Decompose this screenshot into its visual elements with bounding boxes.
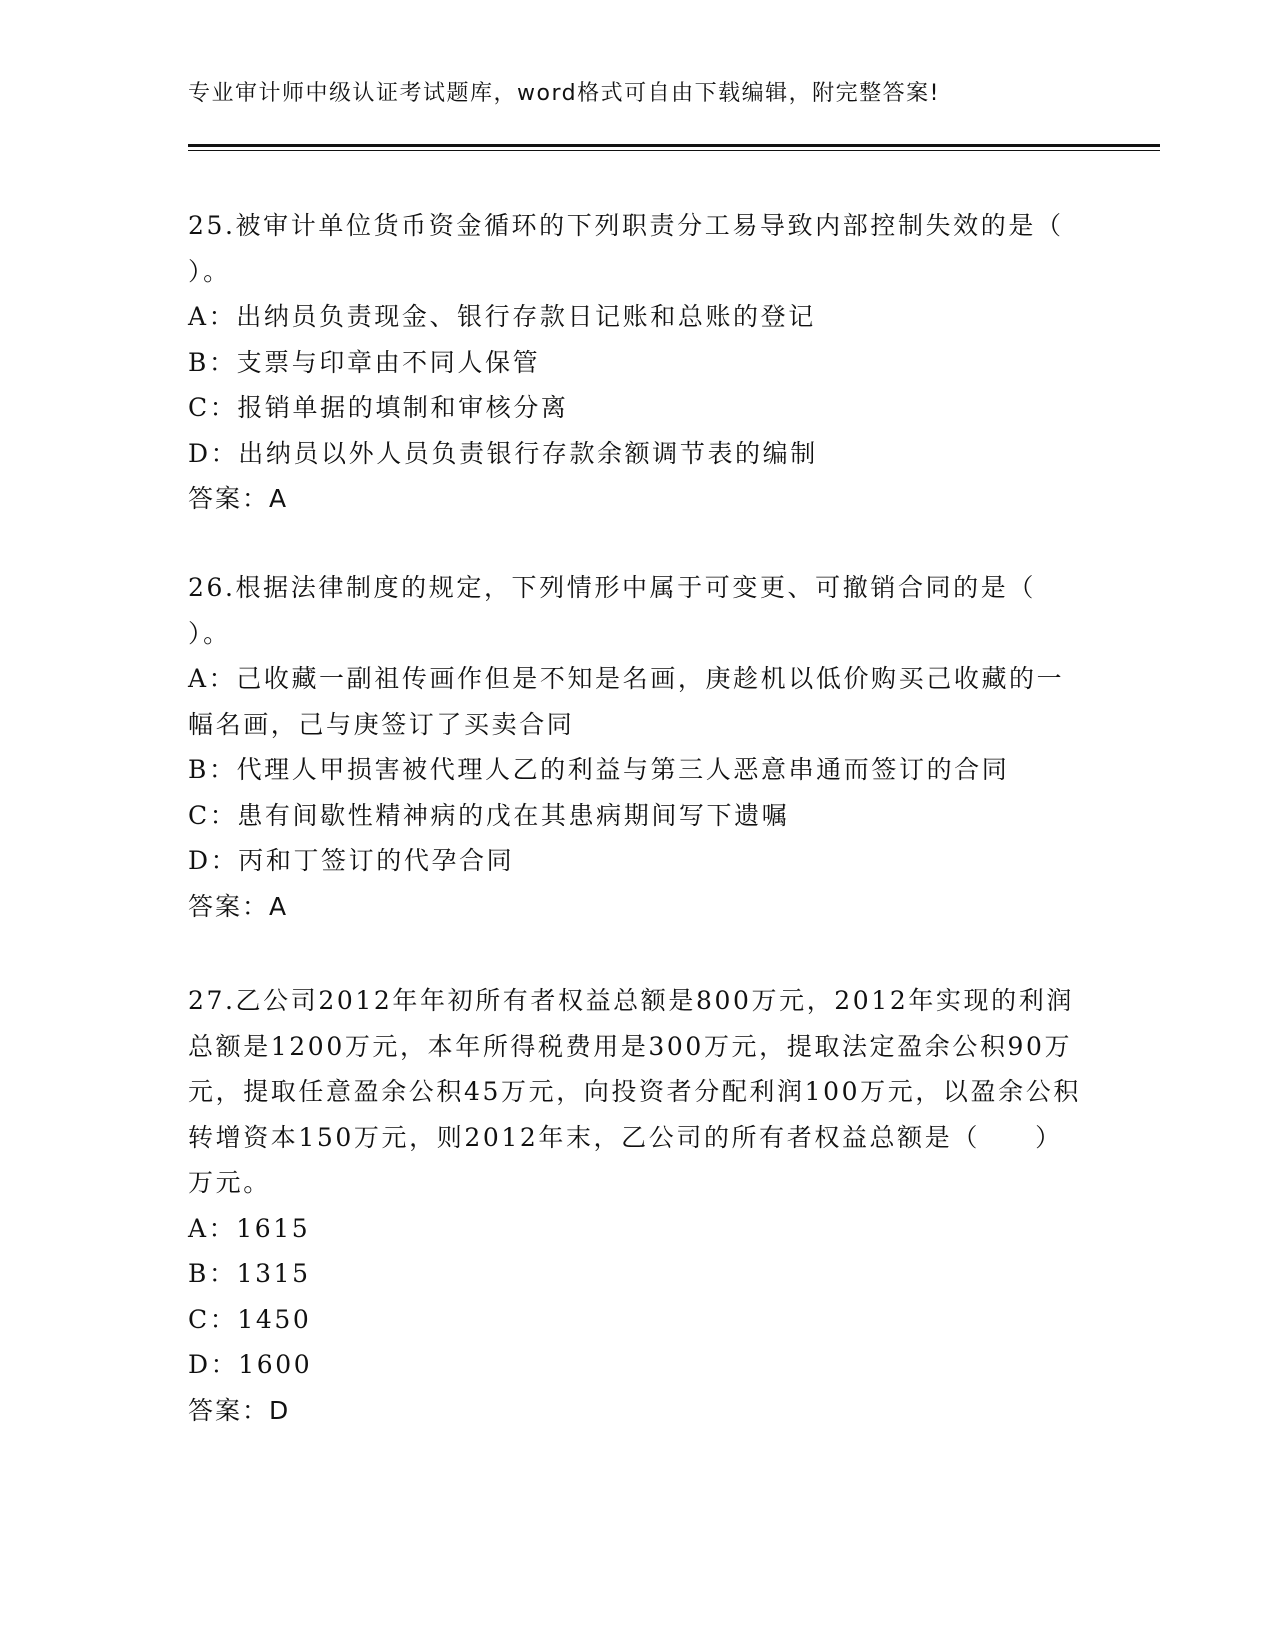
- option-a: A：1615: [188, 1213, 311, 1243]
- option-d: D：1600: [188, 1350, 313, 1379]
- answer-line: 答案：A: [188, 891, 289, 921]
- question-stem: 25.被审计单位货币资金循环的下列职责分工易导致内部控制失效的是（ ）。: [188, 211, 1119, 286]
- question-25: [188, 203, 1119, 522]
- question-stem: 26.根据法律制度的规定，下列情形中属于可变更、可撤销合同的是（ ）。: [188, 573, 1092, 648]
- option-a: A：出纳员负责现金、银行存款日记账和总账的登记: [188, 302, 816, 331]
- question-stem: 27.乙公司2012年年初所有者权益总额是800万元，2012年实现的利润总额是1200万元，本年所得税费用是300万元，提取法定盈余公积90万元，提取任意盈余公积45万元，向投资者分配利润100万元，以盈余公积转增资本150万元，则2012年末，乙公司的所有者权益总额是（ ）万元。: [188, 986, 1081, 1197]
- answer-line: 答案：A: [188, 484, 289, 513]
- option-d: D：丙和丁签订的代孕合同: [188, 846, 515, 875]
- header-divider-thick: [188, 144, 1160, 147]
- answer-line: 答案：D: [188, 1395, 291, 1425]
- option-d: D：出纳员以外人员负责银行存款余额调节表的编制: [188, 438, 818, 468]
- question-26: [188, 565, 1092, 929]
- page-header-title: 专业审计师中级认证考试题库，word格式可自由下载编辑，附完整答案!: [188, 81, 940, 106]
- option-a: A：己收藏一副祖传画作但是不知是名画，庚趁机以低价购买己收藏的一幅名画，己与庚签订了买卖合同: [188, 664, 1065, 739]
- option-c: C：患有间歇性精神病的戊在其患病期间写下遗嘱: [188, 800, 790, 830]
- option-b: B：支票与印章由不同人保管: [188, 347, 541, 377]
- option-c: C：报销单据的填制和审核分离: [188, 393, 569, 422]
- question-27: [188, 978, 1088, 1433]
- header-divider-thin: [188, 150, 1160, 151]
- option-b: B：1315: [188, 1259, 311, 1288]
- option-b: B：代理人甲损害被代理人乙的利益与第三人恶意串通而签订的合同: [188, 755, 1010, 784]
- option-c: C：1450: [188, 1304, 312, 1334]
